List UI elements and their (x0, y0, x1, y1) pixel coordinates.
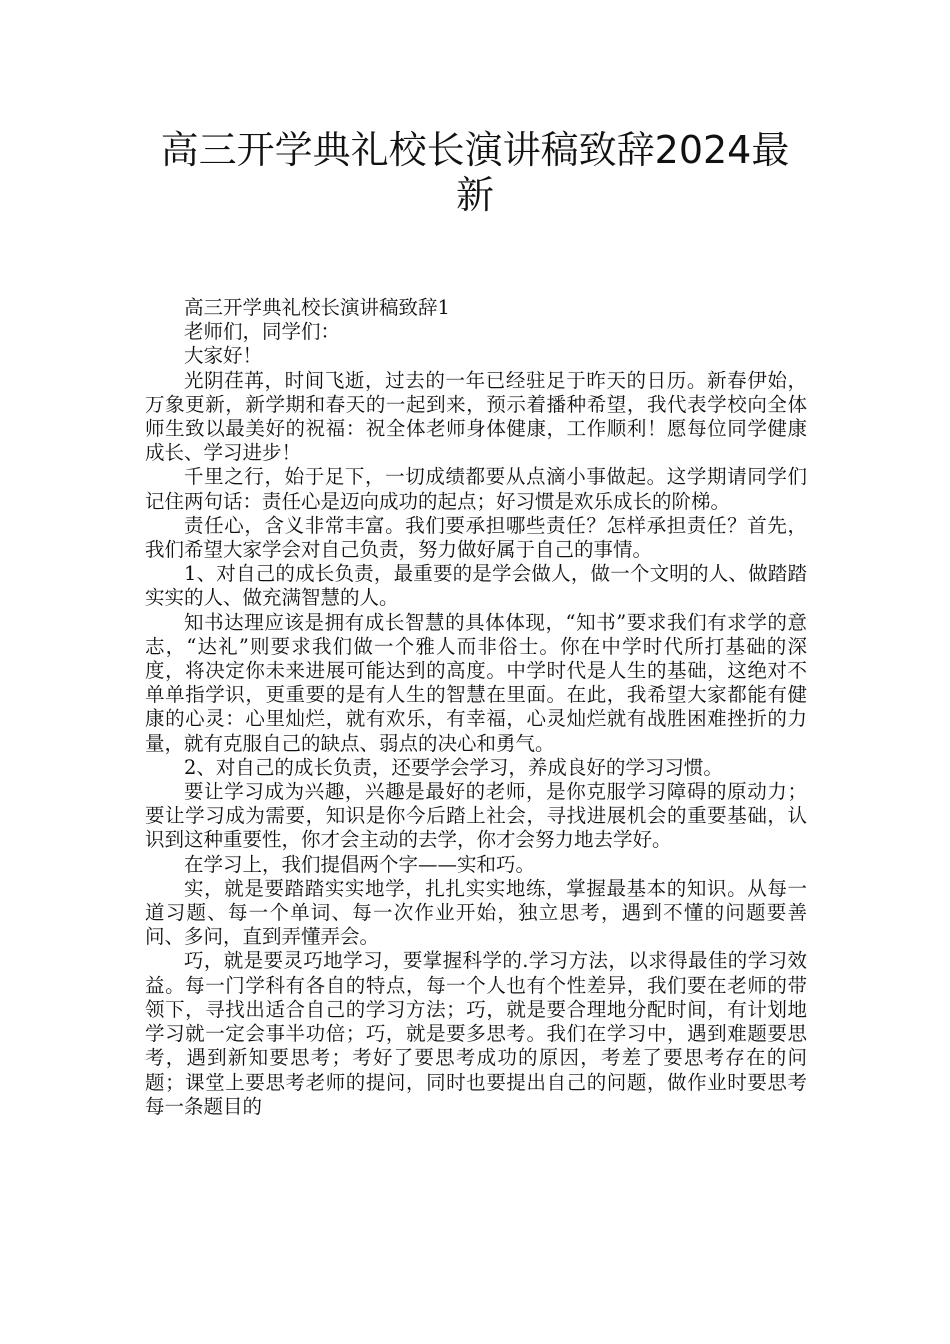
paragraph-greeting: 大家好！ (184, 344, 263, 368)
paragraph: 巧，就是要灵巧地学习，要掌握科学的.学习方法，以求得最佳的学习效益。每一门学科有各自的特点，每一个人也有个性差异，我们要在老师的带领下，寻找出适合自己的学习方法；巧，就是要合理地分配时间，有计划地学习就一定会事半功倍；巧，就是要多思考。我们在学习中，遇到难题要思考，遇到新知要思考；考好了要思考成功的原因，考差了要思考存在的问题；课堂上要思考老师的提问，同时也要提出自己的问题，做作业时要思考每一条题目的 (145, 949, 807, 1118)
paragraph: 光阴荏苒，时间飞逝，过去的一年已经驻足于昨天的日历。新春伊始，万象更新，新学期和春天的一起到来，预示着播种希望，我代表学校向全体师生致以最美好的祝福：祝全体老师身体健康，工作顺利！愿每位同学健康成长、学习进步！ (145, 368, 807, 465)
paragraph: 实，就是要踏踏实实地学，扎扎实实地练，掌握最基本的知识。从每一道习题、每一个单词、每一次作业开始，独立思考，遇到不懂的问题要善问、多问，直到弄懂弄会。 (145, 876, 807, 949)
paragraph: 千里之行，始于足下，一切成绩都要从点滴小事做起。这学期请同学们记住两句话：责任心是迈向成功的起点；好习惯是欢乐成长的阶梯。 (145, 465, 807, 513)
paragraph: 知书达理应该是拥有成长智慧的具体体现，“知书”要求我们有求学的意志，“达礼”则要求我们做一个雅人而非俗士。你在中学时代所打基础的深度，将决定你未来进展可能达到的高度。中学时代是人生的基础，这绝对不单单指学识，更重要的是有人生的智慧在里面。在此，我希望大家都能有健康的心灵：心里灿烂，就有欢乐，有幸福，心灵灿烂就有战胜困难挫折的力量，就有克服自己的缺点、弱点的决心和勇气。 (145, 610, 807, 755)
paragraph-subtitle: 高三开学典礼校长演讲稿致辞1 (184, 296, 450, 319)
paragraph: 在学习上，我们提倡两个字——实和巧。 (184, 852, 536, 876)
document-title: 高三开学典礼校长演讲稿致辞2024最新 (160, 128, 790, 217)
paragraph-salutation: 老师们，同学们： (184, 320, 341, 344)
paragraph: 要让学习成为兴趣，兴趣是最好的老师，是你克服学习障碍的原动力；要让学习成为需要，知识是你今后踏上社会，寻找进展机会的重要基础，认识到这种重要性，你才会主动的去学，你才会努力地去学好。 (145, 780, 807, 852)
document-body (145, 296, 807, 1119)
paragraph: 1、对自己的成长负责，最重要的是学会做人，做一个文明的人、做踏踏实实的人、做充满智慧的人。 (145, 562, 807, 610)
paragraph: 责任心，含义非常丰富。我们要承担哪些责任？怎样承担责任？首先，我们希望大家学会对自己负责，努力做好属于自己的事情。 (145, 513, 807, 562)
paragraph: 2、对自己的成长负责，还要学会学习，养成良好的学习习惯。 (184, 755, 723, 779)
